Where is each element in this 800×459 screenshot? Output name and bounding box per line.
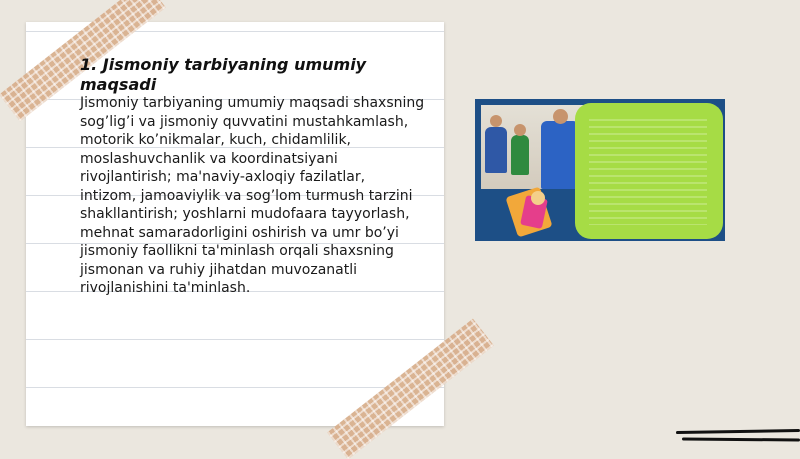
brush-stroke-icon [676, 429, 800, 434]
brush-stroke-icon [682, 437, 800, 441]
slide-body-text: Jismoniy tarbiyaning umumiy maqsadi shaxsning sog’lig’i va jismoniy quvvatini mustahkamlash, motorik ko’nikmalar, kuch, chidamlilik, moslashuvchanlik va koordinatsiyani rivojlantirish; ma'naviy-axloqiy fazilatlar, intizom, jamoaviylik va sog’lom turmush tarzini shakllantirish; yoshlarni mudofaara tayyorlash, mehnat samaradorligini oshirish va umr bo’yi jismoniy faollikni ta'minlash orqali shaxsning jismonan va ruhiy jihatdan muvozanatli rivojlanishini ta'minlash. [80, 95, 425, 296]
faded-text-lines [589, 119, 707, 225]
physical-education-illustration [475, 99, 725, 241]
student-head [553, 109, 568, 124]
student-figure [511, 135, 529, 175]
student-figure [485, 127, 507, 173]
reading-kid-icon [531, 191, 545, 205]
student-head [490, 115, 502, 127]
slide-title: 1. Jismoniy tarbiyaning umumiy maqsadi [80, 55, 367, 94]
student-head [514, 124, 526, 136]
student-figure [541, 121, 579, 189]
